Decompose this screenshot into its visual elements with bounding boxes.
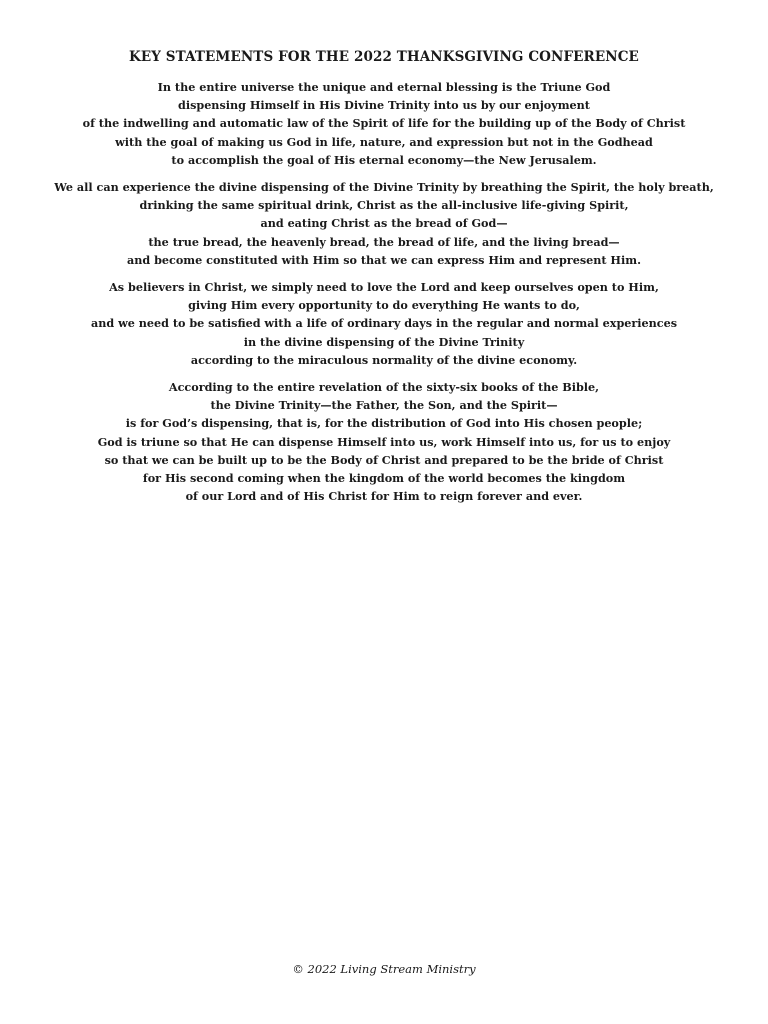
paragraph-line: the Divine Trinity—the Father, the Son, and the Spirit— [210, 398, 558, 413]
paragraph-2 [0, 178, 768, 269]
paragraph-line: with the goal of making us God in life, nature, and expression but not in the Godhead [115, 134, 653, 149]
paragraph-line: drinking the same spiritual drink, Christ as the all-inclusive life-giving Spirit, [139, 198, 629, 213]
document-body [0, 78, 768, 514]
paragraph-line: giving Him every opportunity to do everything He wants to do, [188, 298, 580, 313]
paragraph-line: As believers in Christ, we simply need to love the Lord and keep ourselves open to Him, [109, 280, 659, 295]
paragraph-line: of our Lord and of His Christ for Him to reign forever and ever. [185, 489, 583, 504]
paragraph-line: in the divine dispensing of the Divine Trinity [243, 334, 525, 349]
copyright-footer: © 2022 Living Stream Ministry [292, 962, 476, 976]
paragraph-line: and we need to be satisfied with a life of ordinary days in the regular and normal experiences [90, 316, 678, 331]
paragraph-1 [0, 78, 768, 169]
document-title: KEY STATEMENTS FOR THE 2022 THANKSGIVING CONFERENCE [129, 49, 639, 65]
paragraph-line: the true bread, the heavenly bread, the bread of life, and the living bread— [148, 234, 620, 249]
paragraph-4 [0, 378, 768, 505]
paragraph-line: for His second coming when the kingdom of the world becomes the kingdom [142, 471, 626, 486]
paragraph-line: is for God’s dispensing, that is, for the distribution of God into His chosen people; [125, 416, 643, 431]
paragraph-line: God is triune so that He can dispense Himself into us, work Himself into us, for us to enjoy [97, 434, 671, 449]
paragraph-line: according to the miraculous normality of the divine economy. [190, 352, 578, 367]
paragraph-line: We all can experience the divine dispensing of the Divine Trinity by breathing the Spirit, the holy breath, [54, 180, 714, 195]
paragraph-line: so that we can be built up to be the Body of Christ and prepared to be the bride of Christ [104, 452, 664, 467]
paragraph-line: According to the entire revelation of the sixty-six books of the Bible, [168, 380, 600, 395]
paragraph-line: of the indwelling and automatic law of the Spirit of life for the building up of the Body of Christ [82, 116, 686, 131]
paragraph-line: and eating Christ as the bread of God— [260, 216, 508, 231]
paragraph-line: to accomplish the goal of His eternal economy—the New Jerusalem. [171, 152, 597, 167]
paragraph-line: In the entire universe the unique and eternal blessing is the Triune God [157, 80, 611, 94]
paragraph-line: dispensing Himself in His Divine Trinity into us by our enjoyment [178, 98, 590, 113]
paragraph-3 [0, 278, 768, 369]
paragraph-line: and become constituted with Him so that we can express Him and represent Him. [126, 252, 641, 267]
